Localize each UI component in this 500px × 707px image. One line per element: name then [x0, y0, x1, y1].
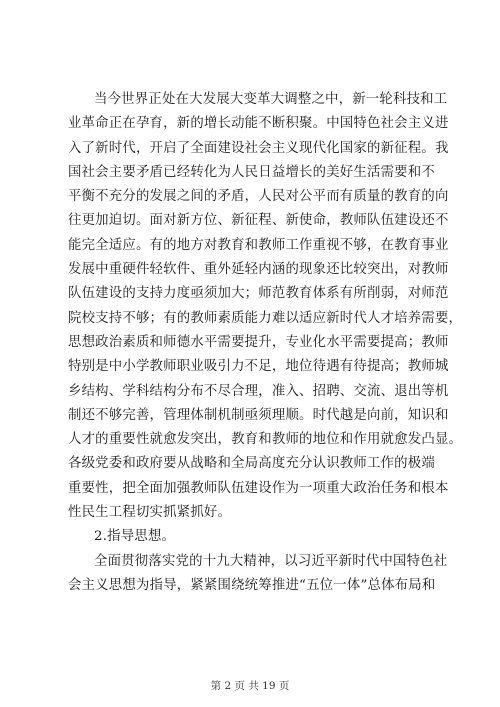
paragraph-situation-line: 特别是中小学教师职业吸引力不足，地位待遇有待提高；教师城: [68, 359, 449, 375]
paragraph-situation-line: 业革命正在孕育，新的增长动能不断积聚。中国特色社会主义进: [68, 116, 449, 132]
paragraph-situation-line: 发展中重硬件轻软件、重外延轻内涵的现象还比较突出，对教师: [68, 262, 449, 278]
paragraph-situation-line: 思想政治素质和师德水平需要提升，专业化水平需要提高；教师: [68, 334, 449, 350]
section-heading-guiding-thought-line: 2.指导思想。: [94, 529, 176, 545]
paragraph-situation-line: 国社会主要矛盾已经转化为人民日益增长的美好生活需要和不: [68, 164, 435, 180]
paragraph-guiding-thought-line: 会主义思想为指导，紧紧围绕统筹推进“五位一体”总体布局和: [68, 577, 436, 593]
paragraph-situation-line: 队伍建设的支持力度亟须加大；师范教育体系有所削弱，对师范: [68, 286, 449, 302]
document-body: [68, 88, 463, 598]
paragraph-situation-line: 入了新时代，开启了全面建设社会主义现代化国家的新征程。我: [68, 140, 449, 156]
page-footer: 第 2 页 共 19 页: [210, 680, 290, 692]
paragraph-situation-line: 制还不够完善，管理体制机制亟须理顺。时代越是向前，知识和: [68, 407, 449, 423]
paragraph-situation-line: 往更加迫切。面对新方位、新征程、新使命，教师队伍建设还不: [68, 213, 449, 229]
paragraph-situation-line: 人才的重要性就愈发突出，教育和教师的地位和作用就愈发凸显。: [68, 432, 463, 448]
paragraph-situation-line: 乡结构、学科结构分布不尽合理，准入、招聘、交流、退出等机: [68, 383, 449, 399]
paragraph-situation-line: 平衡不充分的发展之间的矛盾，人民对公平而有质量的教育的向: [68, 189, 449, 205]
paragraph-situation-line: 性民生工程切实抓紧抓好。: [68, 505, 232, 521]
paragraph-situation-line: 能完全适应。有的地方对教育和教师工作重视不够，在教育事业: [68, 237, 449, 253]
paragraph-guiding-thought-line: 全面贯彻落实党的十九大精神，以习近平新时代中国特色社: [94, 553, 448, 569]
paragraph-situation-line: 院校支持不够；有的教师素质能力难以适应新时代人才培养需要，: [68, 310, 463, 326]
paragraph-situation-line: 重要性，把全面加强教师队伍建设作为一项重大政治任务和根本: [68, 480, 449, 496]
paragraph-situation-line: 当今世界正处在大发展大变革大调整之中，新一轮科技和工: [94, 92, 448, 107]
paragraph-situation-line: 各级党委和政府要从战略和全局高度充分认识教师工作的极端: [68, 456, 435, 472]
